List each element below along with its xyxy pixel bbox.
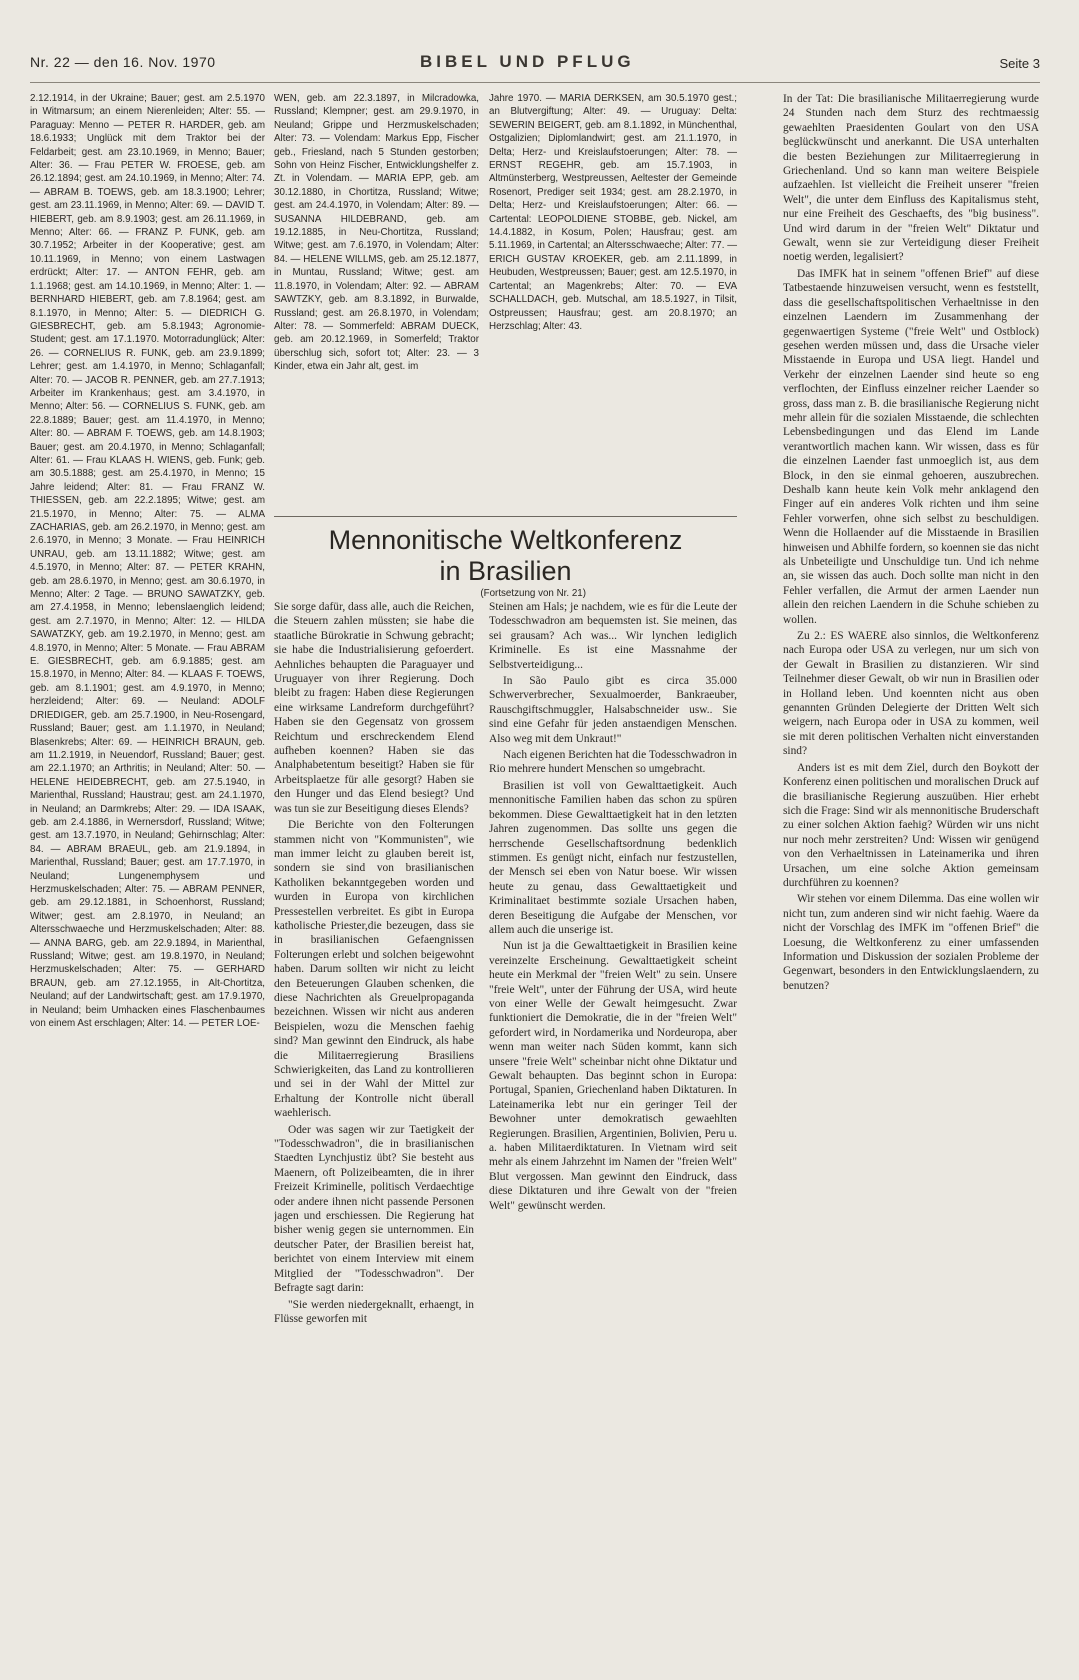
article-paragraph: Anders ist es mit dem Ziel, durch den Boykott der Konferenz einen politischen und moralischen Druck auf die brasilianische Regierung auszuüben. Hier erhebt sich die Frage: Sind wir als mennonitische Bruderschaft zu einer solchen Aktion faehig? Würden wir uns nicht nur noch mehr zerstreiten? Und: Wissen wir genügend von den Verhaeltnissen in Lateinamerika und ihren Ursachen, um eine solche Aktion gemeinsam durchführen zu koennen? bbox=[783, 761, 1039, 889]
death-notices-column-2 bbox=[274, 92, 479, 502]
article-paragraph: Die Berichte von den Folterungen stammen nicht von "Kommunisten", wie man immer leicht zu glauben bereit ist, sondern sie sind von brasilianischen Katholiken bekanntgegeben worden und wurden in Europa von kirchlichen Pressestellen verbreitet. Es gibt in Europa katholische Priester,die bezeugen, dass sie in brasilianischen Gefaengnissen Folterungen erlebt und solchen beigewohnt haben. Darum sollten wir nicht zu leicht den Beteuerungen Glauben schenken, die diese Nachrichten als Greuelpropaganda bezeichnen. Wissen wir nicht aus anderen Beispielen, wozu die Menschen faehig sind? Man gewinnt den Eindruck, als habe die Militaerregierung Brasiliens Schwierigkeiten, das Land zu kontrollieren und sei in der Wahl der Mittel zur Erhaltung der Kontrolle nicht überall waehlerisch. bbox=[274, 819, 474, 1120]
article-paragraph: Sie sorge dafür, dass alle, auch die Reichen, die Steuern zahlen müssten; sie habe die staatliche Bürokratie in Schwung gebracht; sie habe die Industrialisierung gefoerdert. Aehnliches behaupten die Paraguayer und Uruguayer von ihrer Regierung. Doch bleibt zu fragen: Haben diese Regierungen eine wirksame Landreform durchgeführt? Haben sie den Gegensatz von grossem Reichtum und erschreckendem Elend aufheben koennen? Haben sie das Analphabetentum beseitigt? Haben sie für Arbeitsplaetze für alle gesorgt? Haben sie den Hunger und das Elend besiegt? Und was tun sie zur Beseitigung dieses Elends? bbox=[274, 601, 474, 815]
article-paragraph: Oder was sagen wir zur Taetigkeit der "Todesschwadron", die in brasilianischen Staedten Lynchjustiz übt? Sie besteht aus Maenern, oft Polizeibeamten, die in ihrer Freizeit Kriminelle, politisch Verdaechtige oder andere ihnen nicht passende Personen jagen und erschiessen. Die Regierung hat bisher wenig gegen sie unternommen. Ein deutscher Pater, der Brasilien bereist hat, berichtet von einem Interview mit einem Mitglied der "Todesschwadron". Der Befragte sagt darin: bbox=[274, 1123, 474, 1295]
article-paragraph: Steinen am Hals; je nachdem, wie es für die Leute der Todesschwadron am bequemsten ist. Sie meinen, das sei grausam? Ach was... Wir lynchen lediglich Kriminelle. Es ist eine Massnahme der Selbstverteidigung... bbox=[489, 601, 737, 671]
article-paragraph: Nach eigenen Berichten hat die Todesschwadron in Rio mehrere hundert Menschen so umgebracht. bbox=[489, 749, 737, 776]
death-notices-column-1 bbox=[30, 92, 265, 1662]
death-notices-text-3: Jahre 1970. — MARIA DERKSEN, am 30.5.1970 gest.; an Blutvergiftung; Alter: 49. — Uruguay: Delta: SEWERIN BEIGERT, geb. am 8.1.1892, in Münchenthal, Ostgalizien; Diplomlandwirt; gest. am 21.1.1970, in Delta; Herz- und Kreislaufstoerungen; Alter: 78. — ERNST REGEHR, geb. am 15.7.1903, in Altmünsterberg, Westpreussen, Aeltester der Gemeinde Rosenort, Prediger seit 1934; gest. am 28.2.1970, in Delta; Herz- und Kreislaufstoerungen; Alter: 66. — Cartental: LEOPOLDIENE STOBBE, geb. Nickel, am 14.4.1882, in Kosum, Polen; Hausfrau; gest. am 5.11.1969, in Cartental; an Altersschwaeche; Alter: 77. — ERICH GUSTAV KROEKER, geb. am 2.11.1899, in Heubuden, Westpreussen; Bauer; gest. am 12.5.1970, in Cartental; an Magenkrebs; Alter: 70. — EVA SCHALLDACH, geb. Mutschal, am 18.5.1927, in Tilsit, Ostpreussen; Hausfrau; gest. am 20.8.1970; an Herzschlag; Alter: 43. bbox=[489, 93, 737, 332]
article-column-3 bbox=[783, 92, 1039, 1662]
article-paragraph: In der Tat: Die brasilianische Militaerregierung wurde 24 Stunden nach dem Sturz des rechtmaessig gewaehlten Praesidenten Goulart von den USA beglückwünscht und anerkannt. Die USA unterhalten die besten Beziehungen zur Militaerregierung in Griechenland. Und so kann man weitere Beispiele aufzaehlen. Ist vielleicht die Freiheit unserer "freien Welt", die unter dem Einfluss des Kapitalismus steht, nur eine Freiheit des Geschaefts, des "big business". Und wird darum in der "freien Welt" Diktatur und Gewalt, wenn sie zur Verteidigung dieser Freiheit noetig werden, legalisiert? bbox=[783, 93, 1039, 264]
article-paragraph: Nun ist ja die Gewalttaetigkeit in Brasilien keine vereinzelte Erscheinung. Gewalttaetigkeit scheint heute ein Merkmal der "freien Welt" zu sein. Unsere "freie Welt", unter der Führung der USA, wird heute von einer Welle der Gewalt heimgesucht. Zwar funktioniert die Demokratie, die in der "freien Welt" gefordert wird, in Nordamerika und Nordeuropa, aber wenn man weiter nach Süden kommt, kann sich unsere "freie Welt" scheinbar nicht ohne Diktatur und Gewalt behaupten. Das beginnt schon in Europa: Portugal, Spanien, Griechenland haben Diktaturen. In Lateinamerika lebt nur ein geringer Teil der Bewohner unter demokratisch gewaehlten Regierungen. Brasilien, Argentinien, Bolivien, Peru u. a. haben Militaerdiktaturen. In Vietnam wird seit mehr als einem Jahrzehnt im Namen der "freien Welt" Blut vergossen. Man gewinnt den Eindruck, dass diese Diktaturen und ihre Gewalt von der "freien Welt" gewünscht werden. bbox=[489, 940, 737, 1212]
article-paragraph: Zu 2.: ES WAERE also sinnlos, die Weltkonferenz nach Europa oder USA zu verlegen, nur um sich von der Gewalt in Brasilien zu distanzieren. Wir sind Teilnehmer dieser Gewalt, ob wir nun in Brasilien oder in Holland leben. Und koennten nicht aus oben genannten Gründen Delegierte der Dritten Welt sich weigern, nach Europa oder in USA zu kommen, weil sie mit deren politischen Verhalten nicht einverstanden sind? bbox=[783, 630, 1039, 758]
article-column-2 bbox=[489, 600, 737, 1660]
death-notices-text-2: WEN, geb. am 22.3.1897, in Milcradowka, Russland; Klempner; gest. am 29.9.1970, in Neuland; Grippe und Herzmuskelschaden; Alter: 73. — Volendam: Markus Epp, Fischer geb., Friesland, nach 5 Stunden gestorben; Sohn von Heinz Fischer, Entwicklungshelfer z. Zt. in Volendam. — MARIA EPP, geb. am 30.12.1880, in Chortitza, Russland; Witwe; gest. am 24.4.1970, in Volendam; Alter: 89. — SUSANNA HILDEBRAND, geb. am 19.12.1885, in Neu-Chortitza, Russland; Witwe; gest. am 7.6.1970, in Volendam; Alter: 84. — HELENE WILLMS, geb. am 25.12.1877, in Muntau, Russland; Witwe; gest. am 11.8.1970, in Volendam; Alter: 92. — ABRAM SAWTZKY, geb. am 8.3.1892, in Burwalde, Russland; gest. am 26.8.1970, in Volendam; Alter: 78. — Sommerfeld: ABRAM DUECK, geb. am 20.12.1969, in Somerfeld; Traktor überschlug sich, sofort tot; Alter: 23. — 3 Kinder, etwa ein Jahr alt, gest. im bbox=[274, 93, 479, 373]
issue-date: Nr. 22 — den 16. Nov. 1970 bbox=[30, 54, 216, 70]
page-header bbox=[30, 50, 1040, 76]
article-continuation-note: (Fortsetzung von Nr. 21) bbox=[480, 588, 586, 599]
death-notices-text-1: 2.12.1914, in der Ukraine; Bauer; gest. am 2.5.1970 in Witmarsum; an einem Nierenleiden; Alter: 55. — Paraguay: Menno — PETER R. HARDER, geb. am 18.6.1933; Unglück mit dem Traktor bei der Feldarbeit; gest. am 23.10.1969, in Menno; Bauer; Alter: 36. — Frau PETER W. FROESE, geb. am 26.12.1894; gest. am 24.10.1969, in Menno; Alter: 74. — ABRAM B. TOEWS, geb. am 18.3.1900; Lehrer; gest. am 23.11.1969, in Menno; Alter: 69. — DAVID T. HIEBERT, geb. am 8.9.1903; gest. am 26.11.1969, in Menno; Alter: 66. — FRANZ P. FUNK, geb. am 30.7.1952; Arbeiter in der Kooperative; gest. am 10.11.1969, in Menno; von einem Lastwagen erdrückt; Alter: 17. — ANTON FEHR, geb. am 1.1.1968; gest. am 14.10.1969, in Menno; Alter: 1. — BERNHARD HIEBERT, geb. am 7.8.1964; gest. am 8.1.1970, in Menno; Alter: 5. — DIEDRICH G. GIESBRECHT, geb. am 5.8.1943; Agronomie-Student; gest. am 17.1.1970. Motorradunglück; Alter: 26. — CORNELIUS R. FUNK, geb. am 23.9.1899; Lehrer; gest. am 1.4.1970, in Menno; Schlaganfall; Alter: 70. — JACOB R. PENNER, geb. am 27.7.1913; Arbeiter im Krankenhaus; gest. am 3.4.1970, in Menno; Alter: 56. — CORNELIUS S. FUNK, geb. am 22.8.1889; Bauer; gest. am 11.4.1970, in Menno; Alter: 80. — ABRAM F. TOEWS, geb. am 14.8.1903; Bauer; gest. am 20.4.1970, in Menno; Schlaganfall; Alter: 61. — Frau KLAAS H. WIENS, geb. Funk; geb. am 30.5.1888; gest. am 25.4.1970, in Menno; 15 Jahre leidend; Alter: 81. — Frau FRANZ W. THIESSEN, geb. am 22.2.1895; Witwe; gest. am 21.5.1970, in Menno; Alter: 75. — ALMA ZACHARIAS, geb. am 26.2.1970, in Menno; gest. am 2.6.1970, in Menno; 3 Monate. — Frau HEINRICH UNRAU, geb. am 13.11.1882; Witwe; gest. am 4.5.1970, in Menno; Alter: 87. — PETER KRAHN, geb. am 28.6.1970, in Menno; gest. am 30.6.1970, in Menno; Alter: 2 Tage. — BRUNO SAWATZKY, geb. am 27.4.1958, in Menno; lebenslaenglich leidend; gest. am 2.7.1970, in Menno; Alter: 12. — HILDA SAWATZKY, geb. am 19.2.1970, in Menno; gest. am 4.8.1970, in Menno; Alter: 5 Monate. — Frau ABRAM E. GIESBRECHT, geb. am 6.9.1885; gest. am 15.8.1970, in Menno; Alter: 84. — KLAAS F. TOEWS, geb. am 8.1.1901; gest. am 4.9.1970, in Menno; herzleidend; Alter: 69. — Neuland: ADOLF DRIEDIGER, geb. am 25.7.1900, in Neu-Rosengard, Russland; Bauer; gest. am 1.1.1970, in Neuland; Blasenkrebs; Alter: 69. — HEINRICH BRAUN, geb. am 11.2.1919, in Neuendorf, Russland; Bauer; gest. am 22.1.1970; an Arthritis; in Neuland; Alter: 50. — HELENE HEIDEBRECHT, geb. am 27.5.1940, in Marienthal, Russland; Haustrau; gest. am 24.1.1970, in Neuland; an Darmkrebs; Alter: 29. — IDA ISAAK, geb. am 2.4.1886, in Wernersdorf, Russland; Witwe; gest. am 13.7.1970, in Neuland; Gehirnschlag; Alter: 84. — ABRAM BRAEUL, geb. am 21.9.1894, in Marienthal, Russland; Bauer; gest. am 17.7.1970, in Neuland; Lungenemphysem und Herzmuskelschaden; Alter: 75. — ABRAM PENNER, geb. am 29.12.1881, in Schoenhorst, Russland; Witwer; gest. am 2.8.1970, in Neuland; an Altersschwaeche und Herzmuskelschaden; Alter: 88. — ANNA BARG, geb. am 22.9.1894, in Marienthal, Russland; Witwe; gest. am 19.8.1970, in Neuland; Herzmuskelschaden; Alter: 75. — GERHARD BRAUN, geb. am 27.12.1955, in Alt-Chortitza, Neuland; auf der Landwirtschaft; gest. am 17.9.1970, in Neuland; beim Umhacken eines Flaschenbaumes von einem Ast erschlagen; Alter: 14. — PETER LOE- bbox=[30, 93, 265, 1030]
header-rule bbox=[30, 82, 1040, 83]
article-title-line-2: in Brasilien bbox=[439, 556, 572, 586]
article-paragraph: Wir stehen vor einem Dilemma. Das eine wollen wir nicht tun, zum anderen sind wir nicht faehig. Waere da nicht der Vorschlag des IMFK im "offenen Brief" die Loesung, die Weltkonferenz zu einer umfassenden Information und Diskussion der sozialen Probleme der Gegenwart, besonders in den Entwicklungslaendern, zu benutzen? bbox=[783, 893, 1039, 992]
masthead-title: BIBEL UND PFLUG bbox=[420, 52, 635, 71]
article-paragraph: Brasilien ist voll von Gewalttaetigkeit. Auch mennonitische Familien haben das schon zu spüren bekommen. Diese Gewalttaetigkeit hat in den letzten Jahren zugenommen. Das sollte uns gegen die herrschende Gesellschaftsordnung bedenklich stimmen. Es genügt nicht, einfach nur festzustellen, der Mensch sei eben von Natur boese. Wir wissen heute zu genau, dass Gewalttaetigkeit und Kriminalitaet bestimmte soziale Ursachen haben, deren Beseitigung die Aufgabe der Menschen, vor allem auch die unserige ist. bbox=[489, 779, 737, 936]
article-paragraph: Das IMFK hat in seinem "offenen Brief" auf diese Tatbestaende hinzuweisen versucht, wenn es feststellt, dass die gesellschaftspolitischen Verhaeltnisse in den einzelnen Laendern im Zusammenhang der gegenwaertigen Systeme ("freie Welt" und Ostblock) gesehen werden müssen und, dass die Ursache vieler Misstaende in Europa und USA liegt. Handel und Verkehr der einzelnen Laender sind heute so eng verflochten, der Einfluss einzelner reicher Laender so gross, dass man z. B. die brasilianische Regierung nicht mehr allein für die sozialen Misstaende, die schlechten Lebensbedingungen und das Elend im Lande verantwortlich machen kann. Wir wissen, dass es für die einzelnen Laender fast unmoeglich ist, aus dem Block, in den sie einmal gehoeren, auszubrechen. Deshalb kann heute kein Volk mehr anklagend den Finger auf ein anderes Volk richten und ihm seine Fehler vorwerfen, ohne sich selbst zu beschuldigen. Wenn die Hollaender auf die Misstaende in Brasilien hinweisen und Abhilfe fordern, so koennen sie das nicht als Unbeteiligte und Unschuldige tun. Und ich nehme an, sie wissen das auch. Doch sollte man nicht in den Fehler verfallen, die Armut der armen Laender nun allein den reichen Laendern in die Schuhe schieben zu wollen. bbox=[783, 267, 1039, 626]
section-divider bbox=[274, 516, 737, 517]
article-title-line-1: Mennonitische Weltkonferenz bbox=[328, 525, 683, 555]
article-title bbox=[274, 525, 737, 587]
page-number: Seite 3 bbox=[999, 56, 1040, 71]
article-paragraph: "Sie werden niedergeknallt, erhaengt, in Flüsse geworfen mit bbox=[274, 1298, 474, 1325]
article-paragraph: In São Paulo gibt es circa 35.000 Schwerverbrecher, Sexualmoerder, Bankraeuber, Rauschgiftschmuggler, Halsabschneider usw.. Sie sind eine Gefahr für jeden anstaendigen Menschen. Also weg mit dem Unkraut!" bbox=[489, 675, 737, 745]
article-column-1 bbox=[274, 600, 474, 1660]
death-notices-column-3 bbox=[489, 92, 737, 502]
